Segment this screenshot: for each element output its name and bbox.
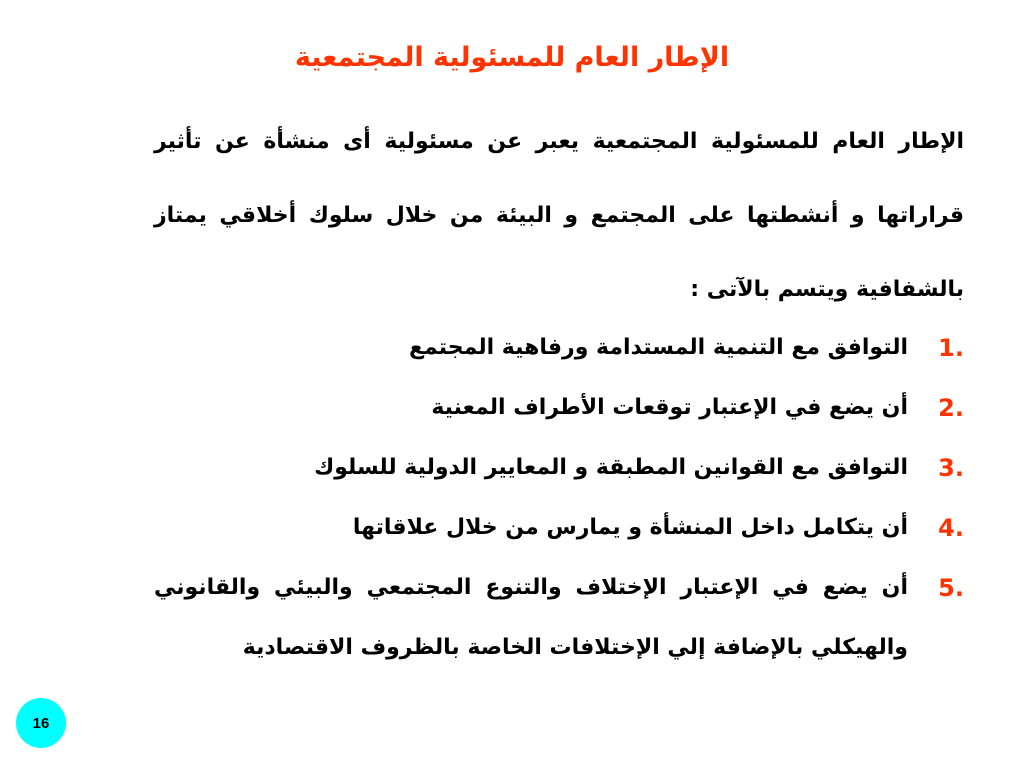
list-item-text: أن يضع في الإعتبار الإختلاف والتنوع المجتمعي والبيئي والقانوني والهيكلي بالإضافة إلي الإختلافات الخاصة بالظروف الاقتصادية [154,575,908,660]
list-item-text: التوافق مع التنمية المستدامة ورفاهية المجتمع [408,335,908,360]
list-item-number: 5. [938,574,964,602]
list-item [154,318,964,378]
list-item-text: أن يتكامل داخل المنشأة و يمارس من خلال علاقاتها [352,515,908,540]
numbered-list [154,318,964,678]
list-item-number: 3. [938,454,964,482]
list-item-text: التوافق مع القوانين المطبقة و المعايير الدولية للسلوك [314,455,908,480]
list-item-number: 4. [938,514,964,542]
list-item [154,558,964,678]
intro-paragraph: الإطار العام للمسئولية المجتمعية يعبر عن مسئولية أى منشأة عن تأثير قراراتها و أنشطتها على المجتمع و البيئة من خلال سلوك أخلاقي يمتاز بالشفافية ويتسم بالآتى : [154,129,964,302]
list-item [154,378,964,438]
list-item [154,498,964,558]
slide-title: الإطار العام للمسئولية المجتمعية [294,42,730,73]
list-item-number: 2. [938,394,964,422]
list-item-text: أن يضع في الإعتبار توقعات الأطراف المعنية [431,395,908,420]
list-item-number: 1. [938,334,964,362]
list-item [154,438,964,498]
page-number-badge: 16 [16,698,66,748]
